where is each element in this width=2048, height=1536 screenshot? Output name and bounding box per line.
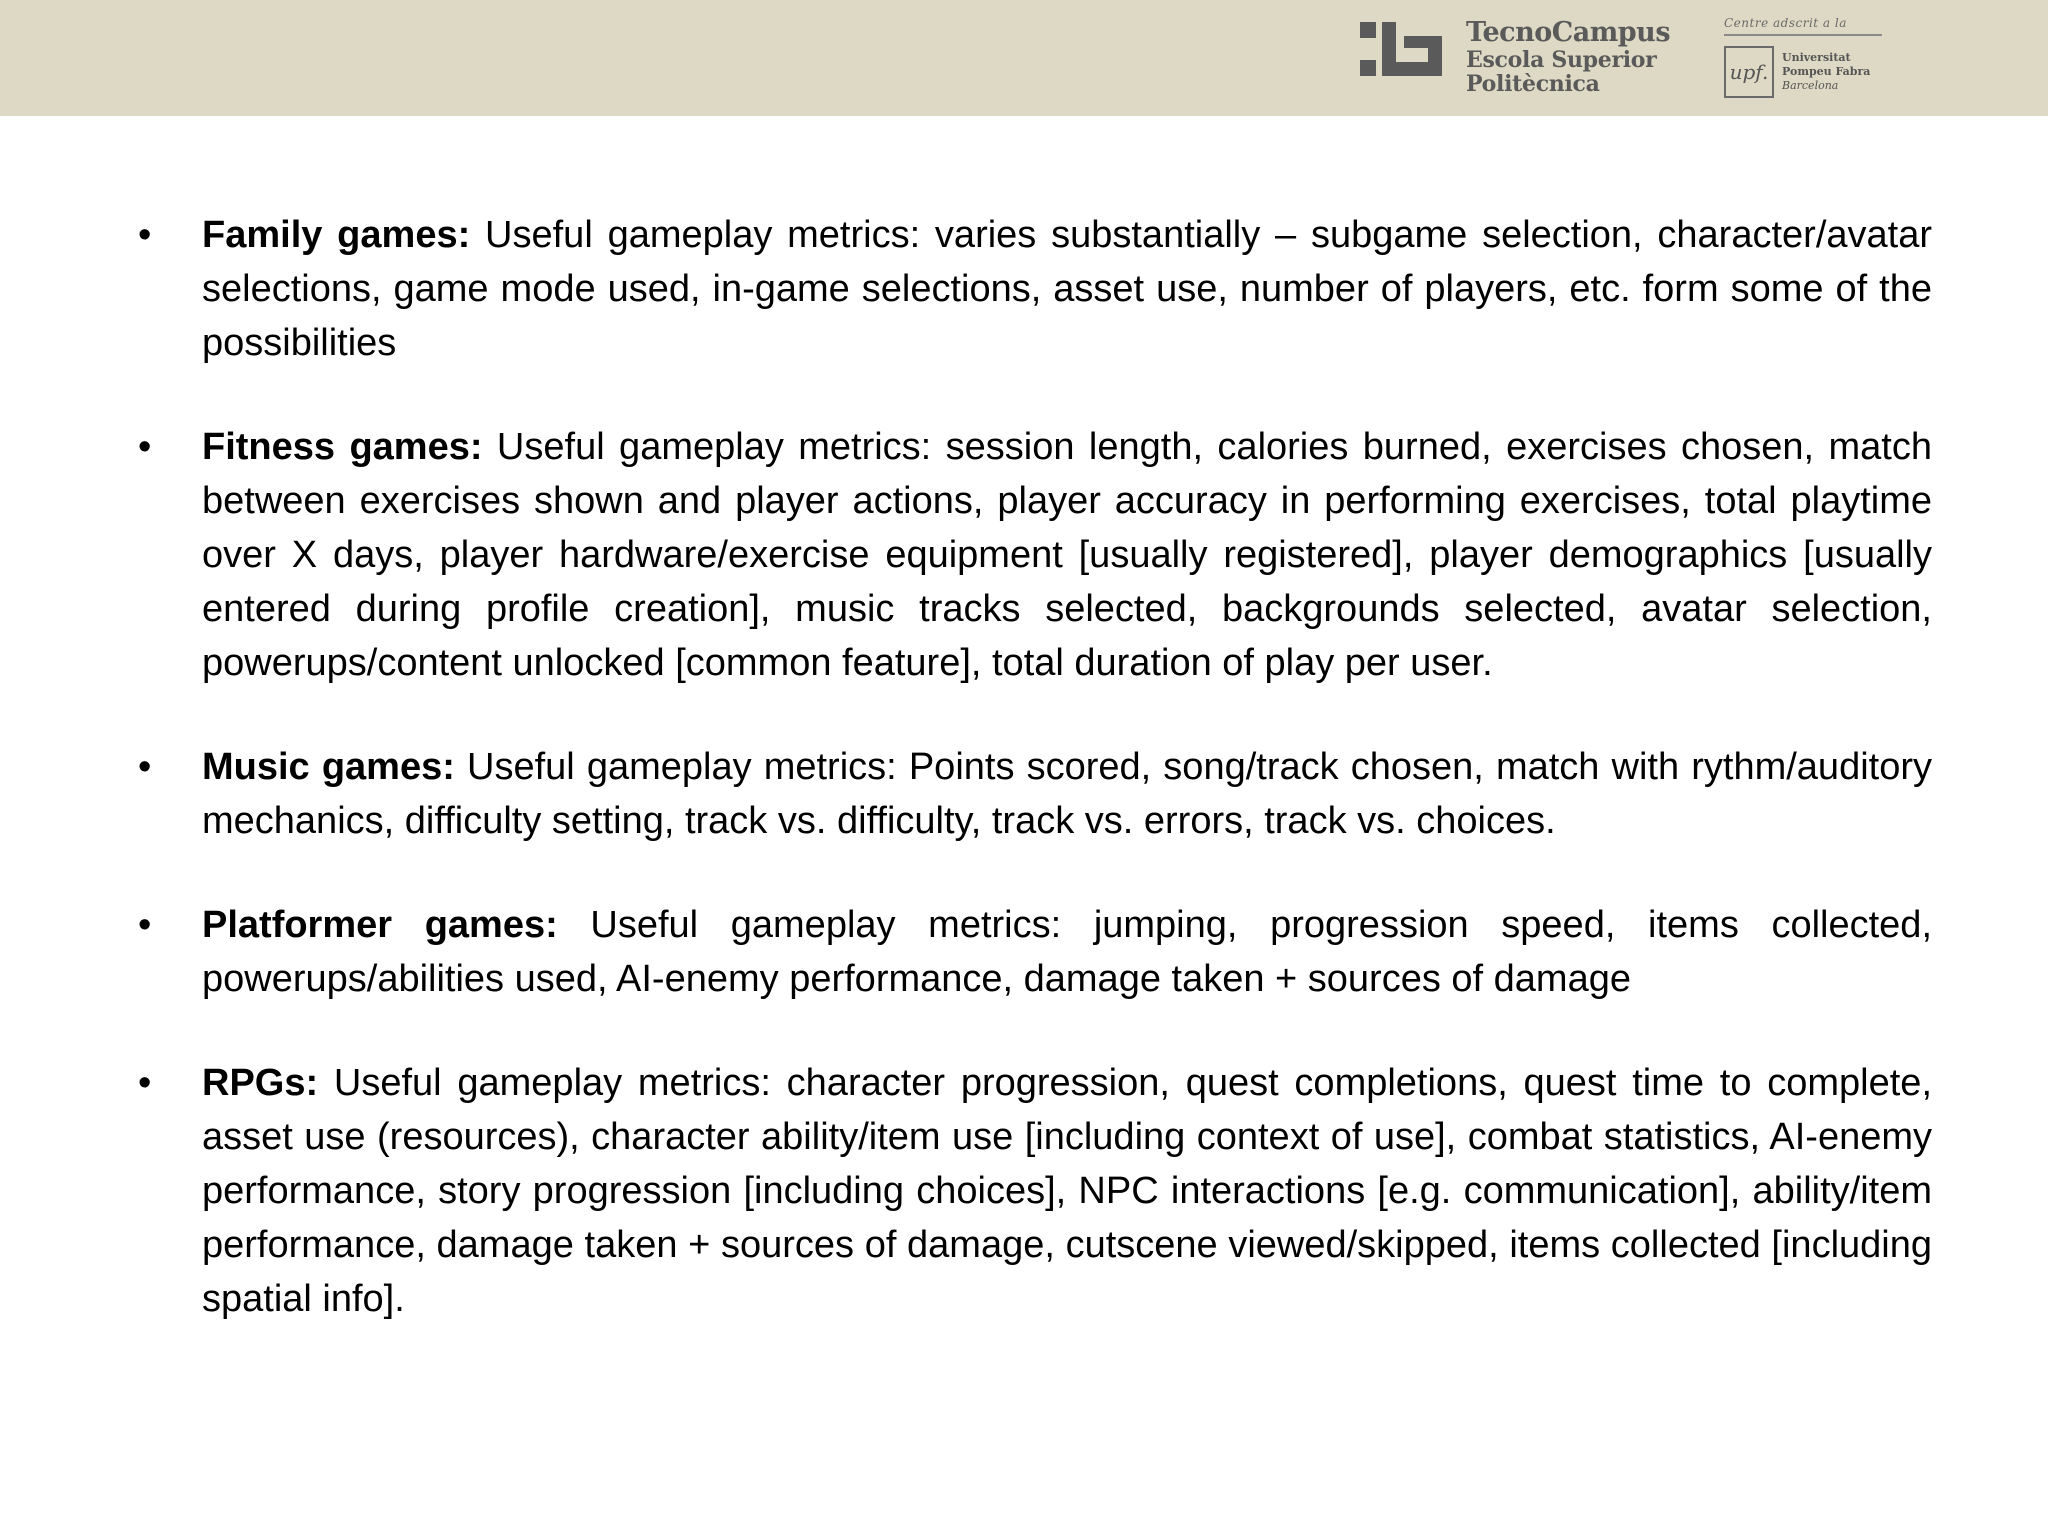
bullet-icon: • bbox=[138, 904, 152, 946]
upf-logo bbox=[1724, 14, 1882, 104]
upf-name-line-2: Pompeu Fabra bbox=[1782, 65, 1871, 79]
logo-line-3: Politècnica bbox=[1466, 70, 1600, 97]
logo-line-2: Escola Superior bbox=[1466, 46, 1657, 73]
tecnocampus-mark-icon bbox=[1360, 22, 1442, 80]
item-title: Family games: bbox=[202, 214, 471, 256]
bullet-icon: • bbox=[138, 426, 152, 468]
item-text: Useful gameplay metrics: varies substantially – subgame selection, character/avatar selections, game mode used, in-game selections, asset use, number of players, etc. form some of the possibilities bbox=[202, 214, 1932, 364]
bullet-icon: • bbox=[138, 214, 152, 256]
metrics-bullet-list bbox=[134, 208, 1932, 1376]
item-text: Useful gameplay metrics: jumping, progression speed, items collected, powerups/abilities used, AI-enemy performance, damage taken + sources of damage bbox=[202, 904, 1932, 1000]
upf-name-line-3: Barcelona bbox=[1782, 78, 1839, 92]
bullet-icon: • bbox=[138, 1062, 152, 1104]
tecnocampus-logo bbox=[1360, 18, 1670, 104]
upf-mark: upf. bbox=[1724, 46, 1774, 98]
header-bar bbox=[0, 0, 2048, 116]
upf-logo-row bbox=[1724, 46, 1882, 98]
list-item-music-games bbox=[134, 740, 1932, 848]
list-item-platformer-games bbox=[134, 898, 1932, 1006]
upf-university-name bbox=[1782, 51, 1870, 92]
item-title: RPGs: bbox=[202, 1062, 319, 1104]
bullet-icon: • bbox=[138, 746, 152, 788]
item-text: Useful gameplay metrics: character progression, quest completions, quest time to complete, asset use (resources), character ability/item use [including context of use], combat statistics, AI-enemy performance, story progression [including choices], NPC interactions [e.g. communication], ability/item performance, damage taken + sources of damage, cutscene viewed/skipped, items collected [including spatial info]. bbox=[202, 1062, 1932, 1320]
item-text: Useful gameplay metrics: session length, calories burned, exercises chosen, match between exercises shown and player actions, player accuracy in performing exercises, total playtime over X days, player hardware/exercise equipment [usually registered], player demographics [usually entered during profile creation], music tracks selected, backgrounds selected, avatar selection, powerups/content unlocked [common feature], total duration of play per user. bbox=[202, 426, 1932, 684]
item-title: Music games: bbox=[202, 746, 455, 788]
tecnocampus-wordmark bbox=[1466, 18, 1670, 96]
logo-name: TecnoCampus bbox=[1466, 17, 1671, 48]
item-text: Useful gameplay metrics: Points scored, song/track chosen, match with rythm/auditory mechanics, difficulty setting, track vs. difficulty, track vs. errors, track vs. choices. bbox=[202, 746, 1932, 842]
list-item-fitness-games bbox=[134, 420, 1932, 690]
affiliation-label: Centre adscrit a la bbox=[1724, 16, 1847, 30]
list-item-family-games bbox=[134, 208, 1932, 370]
affiliation-divider bbox=[1724, 34, 1882, 36]
list-item-rpgs bbox=[134, 1056, 1932, 1326]
item-title: Fitness games: bbox=[202, 426, 483, 468]
item-title: Platformer games: bbox=[202, 904, 558, 946]
upf-name-line-1: Universitat bbox=[1782, 51, 1851, 65]
